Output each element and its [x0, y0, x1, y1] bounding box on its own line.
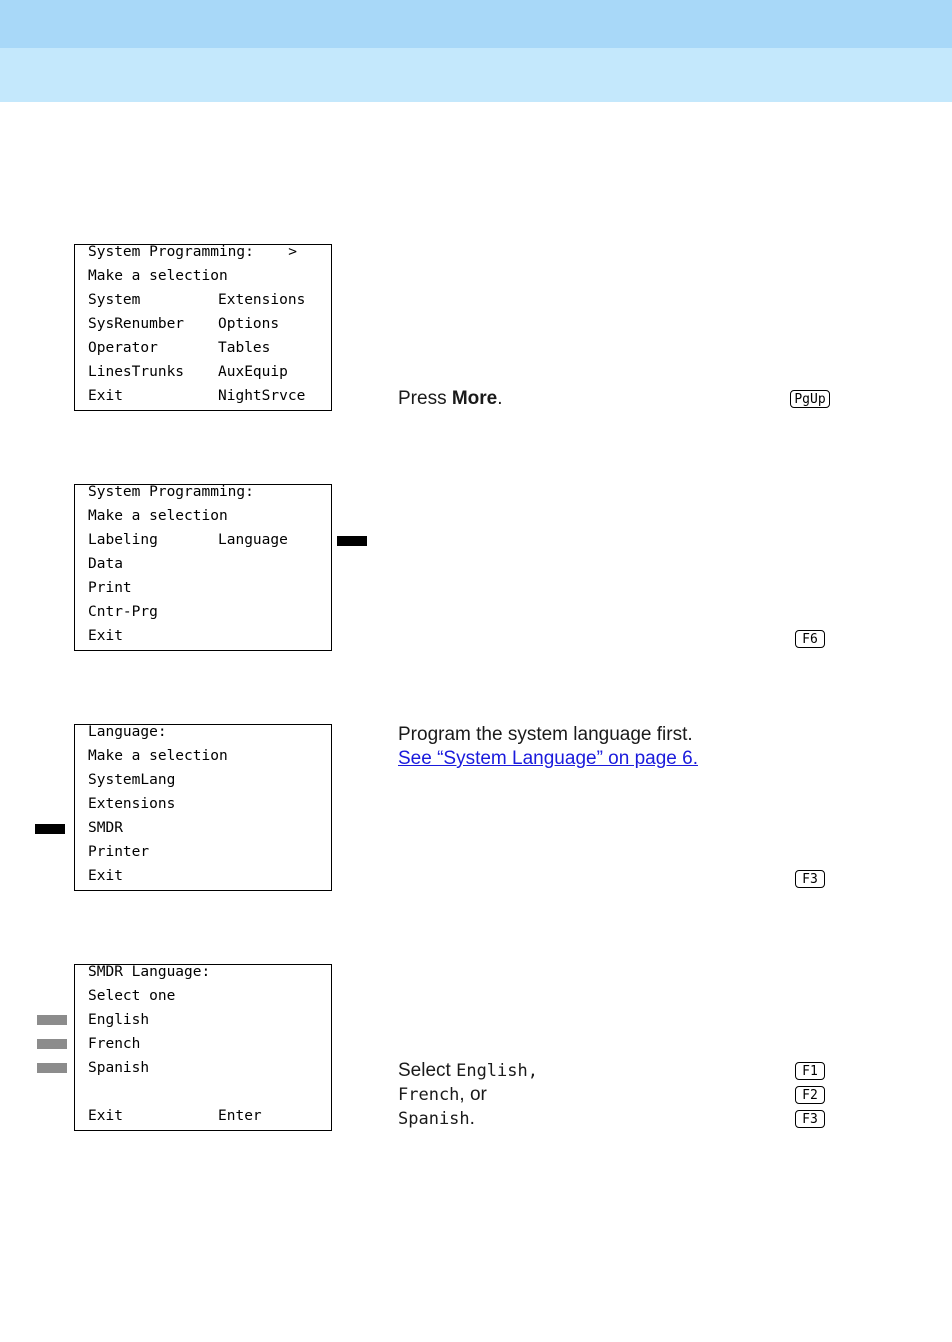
screen-line: Printer: [88, 844, 150, 860]
selection-pointer-french: [37, 1039, 67, 1049]
header-band-top: [0, 0, 952, 48]
screen-line: Make a selection: [88, 508, 228, 524]
instruction-select-language-line2: French, or: [398, 1084, 487, 1105]
link-system-language[interactable]: See “System Language” on page 6.: [398, 748, 698, 769]
key-f1: F1: [795, 1062, 825, 1080]
instruction-press-more: Press More.: [398, 388, 503, 409]
screen-line: Exit: [88, 628, 123, 644]
screen-line: Print: [88, 580, 132, 596]
screen-line: Labeling Language: [88, 532, 288, 548]
screen-line: Make a selection: [88, 268, 228, 284]
key-f3: F3: [795, 1110, 825, 1128]
header-band-bottom: [0, 48, 952, 102]
screen-line: [88, 1081, 323, 1103]
screen-line: Cntr-Prg: [88, 604, 158, 620]
screen-line: Exit NightSrvce: [88, 388, 306, 404]
screen-line: Spanish: [88, 1060, 150, 1076]
key-f6: F6: [795, 630, 825, 648]
screen-line: Select one: [88, 988, 176, 1004]
screen-line: French: [88, 1036, 141, 1052]
screen-line: SystemLang: [88, 772, 176, 788]
screen-line: Extensions: [88, 796, 176, 812]
selection-pointer-english: [37, 1015, 67, 1025]
screen-line: SMDR Language:: [88, 964, 211, 980]
screen-line: English: [88, 1012, 150, 1028]
display-screen-smdr-language: [74, 964, 332, 1131]
display-screen-language: [74, 724, 332, 891]
screen-line: System Extensions: [88, 292, 306, 308]
screen-line: LinesTrunks AuxEquip: [88, 364, 288, 380]
key-f3: F3: [795, 870, 825, 888]
instruction-select-language-line1: Select English,: [398, 1060, 538, 1081]
screen-line: System Programming: >: [88, 244, 297, 260]
screen-line: System Programming:: [88, 484, 254, 500]
screen-line: Exit Enter: [88, 1108, 262, 1124]
screen-line: Operator Tables: [88, 340, 271, 356]
instruction-program-language: Program the system language first.: [398, 724, 693, 745]
selection-pointer-spanish: [37, 1063, 67, 1073]
screen-line: SysRenumber Options: [88, 316, 280, 332]
key-pgup: PgUp: [790, 390, 830, 408]
screen-line: Exit: [88, 868, 123, 884]
display-screen-system-programming-more: [74, 484, 332, 651]
selection-pointer-language: [337, 536, 367, 546]
screen-line: Make a selection: [88, 748, 228, 764]
screen-line: Language:: [88, 724, 167, 740]
instruction-select-language-line3: Spanish.: [398, 1108, 475, 1129]
display-screen-system-programming: [74, 244, 332, 411]
screen-line: SMDR: [88, 820, 123, 836]
screen-line: Data: [88, 556, 123, 572]
key-f2: F2: [795, 1086, 825, 1104]
selection-pointer-smdr: [35, 824, 65, 834]
